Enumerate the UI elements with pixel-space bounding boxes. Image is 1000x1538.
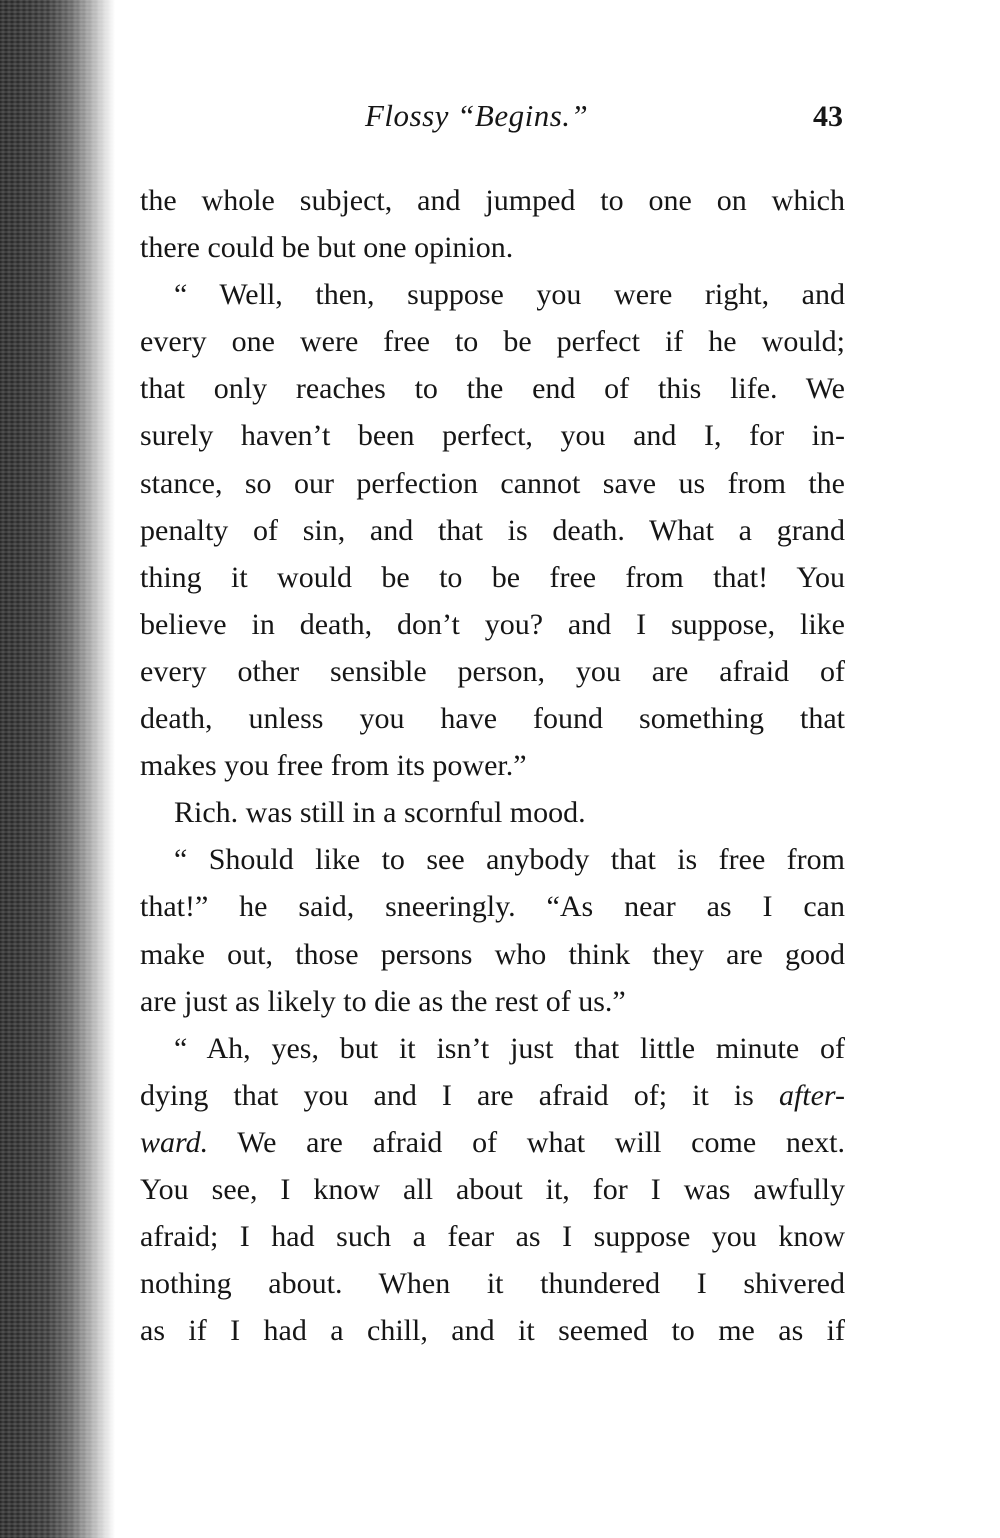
text-line: penalty of sin, and that is death. What a grand (140, 513, 845, 547)
text-line: makes you free from its power.” (140, 749, 527, 783)
text-line: that only reaches to the end of this life. We (140, 372, 845, 406)
text-line: death, unless you have found something that (140, 702, 845, 736)
text-line (140, 1119, 845, 1166)
text-line: Rich. was still in a scornful mood. (174, 796, 586, 830)
text-segment: We are afraid of what will come next. (208, 1125, 845, 1159)
page-header (140, 98, 845, 146)
text-line: as if I had a chill, and it seemed to me as if (140, 1314, 845, 1348)
text-line (140, 1072, 845, 1119)
text-line: “ Well, then, suppose you were right, and (174, 278, 845, 312)
text-segment: dying that you and I are afraid of; it is (140, 1078, 779, 1112)
italic-text: ward. (140, 1125, 209, 1159)
text-line: You see, I know all about it, for I was awfully (140, 1172, 845, 1206)
text-line: make out, those persons who think they are good (140, 937, 845, 971)
text-line: afraid; I had such a fear as I suppose you know (140, 1220, 845, 1254)
text-line: the whole subject, and jumped to one on which (140, 184, 845, 217)
italic-text: after- (778, 1078, 845, 1112)
page-number: 43 (813, 100, 843, 133)
text-line: nothing about. When it thundered I shivered (140, 1267, 845, 1301)
text-line: thing it would be to be free from that! You (140, 560, 845, 594)
body-text (140, 177, 845, 1354)
text-line: that!” he said, sneeringly. “As near as I can (140, 890, 845, 924)
text-line: every other sensible person, you are afraid of (140, 654, 845, 688)
text-line: every one were free to be perfect if he would; (140, 325, 845, 359)
text-line: “ Should like to see anybody that is free from (174, 843, 845, 877)
text-line: stance, so our perfection cannot save us from the (140, 466, 845, 500)
running-title: Flossy “Begins.” (365, 98, 589, 133)
text-line: surely haven’t been perfect, you and I, for in- (140, 419, 845, 453)
text-line: there could be but one opinion. (140, 231, 514, 265)
text-line: “ Ah, yes, but it isn’t just that little minute of (174, 1031, 845, 1065)
scan-gutter-shadow (0, 0, 115, 1538)
text-line: are just as likely to die as the rest of us.” (140, 984, 626, 1018)
text-line: believe in death, don’t you? and I suppose, like (140, 607, 845, 641)
